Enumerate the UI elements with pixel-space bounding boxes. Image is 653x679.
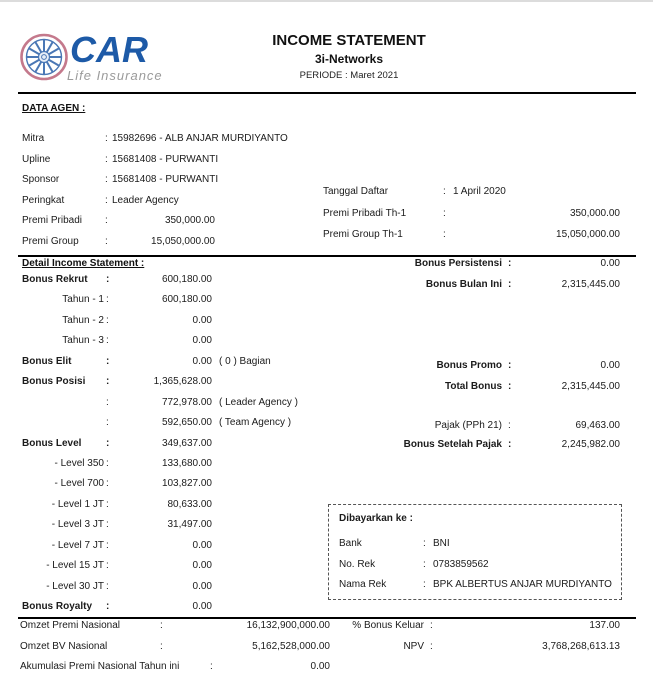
row-value: 0.00 bbox=[192, 539, 212, 551]
row-label: Tahun - 3 bbox=[62, 335, 104, 347]
info-row bbox=[330, 377, 620, 397]
row-value: 137.00 bbox=[589, 620, 620, 631]
row-value: 80,633.00 bbox=[167, 498, 212, 510]
row-value: 349,637.00 bbox=[161, 437, 212, 449]
row-colon: : bbox=[106, 539, 109, 551]
row-label: Bonus Promo bbox=[436, 360, 502, 371]
row-value: 15681408 - PURWANTI bbox=[112, 153, 219, 165]
info-row bbox=[20, 637, 330, 658]
row-colon: : bbox=[106, 601, 110, 612]
row-value: 600,180.00 bbox=[161, 294, 212, 306]
row-colon: : bbox=[106, 274, 110, 285]
row-label: Bonus Rekrut bbox=[22, 274, 88, 285]
row-value: 600,180.00 bbox=[161, 274, 212, 285]
row-value: 350,000.00 bbox=[569, 207, 620, 219]
row-colon: : bbox=[106, 335, 109, 347]
row-colon: : bbox=[443, 186, 446, 197]
row-colon: : bbox=[106, 580, 109, 592]
row-value: 1 April 2020 bbox=[453, 186, 506, 197]
row-value: 16,132,900,000.00 bbox=[246, 620, 330, 631]
report-period: PERIODE : Maret 2021 bbox=[299, 70, 399, 81]
row-colon: : bbox=[160, 620, 163, 631]
row-colon: : bbox=[106, 457, 109, 469]
row-label: Bonus Level bbox=[22, 437, 82, 449]
row-colon: : bbox=[430, 620, 433, 631]
info-row bbox=[22, 191, 222, 212]
row-label: - Level 3 JT bbox=[51, 519, 104, 531]
row-label: Nama Rek bbox=[339, 579, 387, 590]
row-value: 772,978.00 bbox=[161, 396, 212, 408]
row-value: 15681408 - PURWANTI bbox=[112, 174, 219, 185]
row-value: BNI bbox=[433, 538, 450, 549]
info-row bbox=[22, 150, 222, 171]
report-title: INCOME STATEMENT bbox=[272, 32, 426, 49]
payment-box bbox=[328, 504, 622, 600]
row-value: 69,463.00 bbox=[575, 420, 620, 431]
bonus-row bbox=[22, 454, 322, 474]
row-value: 0.00 bbox=[600, 360, 620, 371]
info-row bbox=[330, 254, 620, 274]
row-value: 0.00 bbox=[192, 314, 212, 326]
row-label: Tanggal Daftar bbox=[323, 186, 389, 197]
row-value: 0.00 bbox=[600, 258, 620, 269]
info-row bbox=[339, 536, 615, 552]
row-colon: : bbox=[106, 478, 109, 490]
row-value: 2,245,982.00 bbox=[561, 439, 620, 450]
footer-left bbox=[20, 616, 330, 678]
row-colon: : bbox=[106, 355, 110, 367]
bonus-row bbox=[22, 372, 322, 392]
row-label: Peringkat bbox=[22, 194, 65, 206]
row-label: - Level 700 bbox=[54, 478, 104, 490]
row-colon: : bbox=[106, 294, 109, 306]
bonus-row bbox=[22, 393, 322, 413]
row-label: Tahun - 1 bbox=[62, 294, 104, 306]
row-colon: : bbox=[423, 559, 426, 570]
bonus-breakdown-left bbox=[22, 270, 322, 617]
row-value: 5,162,528,000.00 bbox=[252, 640, 330, 652]
row-value: 1,365,628.00 bbox=[153, 376, 212, 388]
bonus-row bbox=[22, 331, 322, 351]
row-value: 0.00 bbox=[192, 580, 212, 592]
row-suffix: ( Leader Agency ) bbox=[219, 396, 298, 408]
info-row bbox=[22, 232, 222, 253]
row-suffix: ( Team Agency ) bbox=[219, 417, 292, 429]
info-row bbox=[22, 211, 222, 232]
row-colon: : bbox=[160, 640, 163, 652]
row-colon: : bbox=[430, 640, 433, 652]
bonus-row bbox=[22, 270, 322, 290]
row-value: 2,315,445.00 bbox=[561, 381, 620, 392]
row-value: 15,050,000.00 bbox=[151, 235, 215, 247]
row-colon: : bbox=[508, 360, 512, 371]
row-value: 15,050,000.00 bbox=[556, 229, 620, 240]
row-label: - Level 1 JT bbox=[51, 498, 104, 510]
row-label: Omzet BV Nasional bbox=[20, 640, 108, 652]
row-label: Premi Group Th-1 bbox=[323, 229, 403, 240]
bonus-row bbox=[22, 311, 322, 331]
info-row bbox=[350, 637, 620, 658]
row-colon: : bbox=[508, 381, 512, 392]
bonus-row bbox=[22, 413, 322, 433]
row-value: 0.00 bbox=[192, 355, 212, 367]
brand-text: CAR bbox=[70, 29, 148, 70]
row-label: - Level 30 JT bbox=[46, 580, 104, 592]
row-label: Bank bbox=[339, 538, 362, 549]
row-label: Premi Pribadi Th-1 bbox=[323, 207, 407, 219]
row-colon: : bbox=[105, 174, 108, 185]
row-value: 0.00 bbox=[192, 560, 212, 572]
row-colon: : bbox=[105, 194, 108, 206]
row-label: Bonus Setelah Pajak bbox=[403, 439, 502, 450]
row-colon: : bbox=[106, 437, 110, 449]
bonus-row bbox=[22, 352, 322, 372]
bonus-summary-right bbox=[330, 2, 620, 462]
row-colon: : bbox=[106, 560, 109, 572]
info-row bbox=[330, 435, 620, 455]
row-value: 0.00 bbox=[192, 335, 212, 347]
row-colon: : bbox=[106, 417, 109, 429]
row-colon: : bbox=[443, 207, 446, 219]
row-value: 592,650.00 bbox=[161, 417, 212, 429]
row-label: NPV bbox=[403, 640, 424, 652]
row-value: 15982696 - ALB ANJAR MURDIYANTO bbox=[112, 133, 288, 144]
row-colon: : bbox=[105, 215, 108, 226]
row-colon: : bbox=[508, 258, 512, 269]
row-colon: : bbox=[106, 376, 110, 388]
info-row bbox=[339, 577, 615, 593]
row-colon: : bbox=[423, 538, 426, 549]
row-label: Upline bbox=[22, 153, 51, 165]
row-colon: : bbox=[106, 498, 109, 510]
row-colon: : bbox=[105, 153, 108, 165]
row-colon: : bbox=[106, 314, 109, 326]
row-label: No. Rek bbox=[339, 559, 376, 570]
row-label: % Bonus Keluar bbox=[352, 620, 424, 631]
row-label: Bonus Royalty bbox=[22, 601, 93, 612]
row-value: 133,680.00 bbox=[161, 457, 212, 469]
row-colon: : bbox=[105, 235, 108, 247]
row-label: Sponsor bbox=[22, 174, 60, 185]
row-label: Premi Group bbox=[22, 235, 79, 247]
data-agen-heading: DATA AGEN : bbox=[22, 103, 86, 114]
row-label: Mitra bbox=[22, 133, 45, 144]
row-value: 3,768,268,613.13 bbox=[542, 640, 620, 652]
row-value: 0783859562 bbox=[433, 559, 489, 570]
row-value: BPK ALBERTUS ANJAR MURDIYANTO bbox=[433, 579, 612, 590]
payment-box-heading: Dibayarkan ke : bbox=[339, 513, 413, 524]
bonus-row bbox=[22, 515, 322, 535]
row-label: Premi Pribadi bbox=[22, 215, 83, 226]
row-label: Bonus Elit bbox=[22, 355, 72, 367]
row-colon: : bbox=[423, 579, 426, 590]
agent-info-left bbox=[22, 129, 288, 252]
row-colon: : bbox=[106, 396, 109, 408]
row-colon: : bbox=[443, 229, 446, 240]
bonus-row bbox=[22, 556, 322, 576]
row-value: 0.00 bbox=[310, 661, 330, 673]
row-suffix: ( 0 ) Bagian bbox=[219, 355, 271, 367]
row-label: - Level 350 bbox=[54, 457, 104, 469]
info-row bbox=[330, 416, 620, 436]
info-row bbox=[20, 657, 330, 678]
bonus-row bbox=[22, 495, 322, 515]
row-colon: : bbox=[508, 439, 512, 450]
row-label: - Level 7 JT bbox=[51, 539, 104, 551]
row-value: 0.00 bbox=[192, 601, 212, 612]
row-label: Bonus Bulan Ini bbox=[425, 279, 502, 290]
row-label: Bonus Persistensi bbox=[414, 258, 502, 269]
info-row bbox=[339, 557, 615, 573]
detail-heading: Detail Income Statement : bbox=[22, 258, 145, 269]
footer-right bbox=[350, 616, 620, 657]
row-label: Bonus Posisi bbox=[22, 376, 86, 388]
info-row bbox=[330, 356, 620, 376]
row-colon: : bbox=[508, 420, 511, 431]
row-label: Akumulasi Premi Nasional Tahun ini bbox=[20, 661, 180, 673]
row-colon: : bbox=[105, 133, 108, 144]
bonus-row bbox=[22, 474, 322, 494]
row-label: Total Bonus bbox=[444, 381, 502, 392]
bonus-row bbox=[22, 290, 322, 310]
bonus-row bbox=[22, 597, 322, 617]
info-row bbox=[350, 616, 620, 637]
info-row bbox=[330, 275, 620, 295]
bonus-row bbox=[22, 536, 322, 556]
info-row bbox=[20, 616, 330, 637]
info-row bbox=[22, 170, 222, 191]
row-value: 31,497.00 bbox=[167, 519, 212, 531]
row-label: Omzet Premi Nasional bbox=[20, 620, 121, 631]
row-colon: : bbox=[210, 661, 213, 673]
row-colon: : bbox=[106, 519, 109, 531]
brand-tagline: Life Insurance bbox=[67, 68, 163, 83]
report-subtitle: 3i-Networks bbox=[314, 52, 384, 66]
bonus-row bbox=[22, 434, 322, 454]
info-row bbox=[22, 129, 288, 150]
row-value: 2,315,445.00 bbox=[561, 279, 620, 290]
row-value: 350,000.00 bbox=[164, 215, 215, 226]
row-value: 103,827.00 bbox=[161, 478, 212, 490]
row-label: - Level 15 JT bbox=[46, 560, 104, 572]
bonus-row bbox=[22, 577, 322, 597]
row-colon: : bbox=[508, 279, 512, 290]
row-value: Leader Agency bbox=[112, 194, 179, 206]
row-label: Pajak (PPh 21) bbox=[434, 420, 502, 431]
row-label: Tahun - 2 bbox=[62, 314, 104, 326]
